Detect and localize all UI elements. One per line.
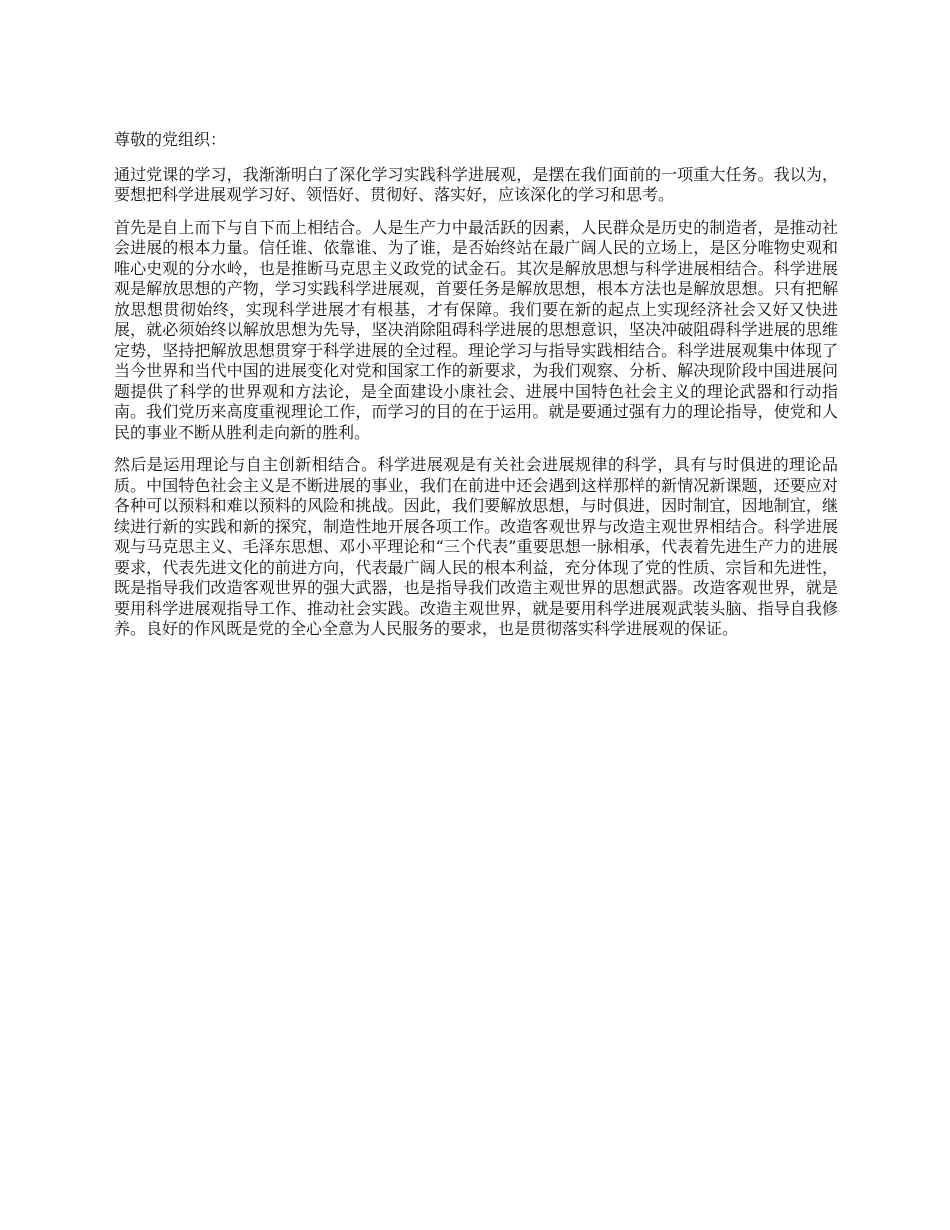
- paragraph-second-point: 然后是运用理论与自主创新相结合。科学进展观是有关社会进展规律的科学，具有与时俱进的理论品质。中国特色社会主义是不断进展的事业，我们在前进中还会遇到这样那样的新情况新课题，还要应对各种可以预料和难以预料的风险和挑战。因此，我们要解放思想，与时俱进，因时制宜，因地制宜，继续进行新的实践和新的探究，制造性地开展各项工作。改造客观世界与改造主观世界相结合。科学进展观与马克思主义、毛泽东思想、邓小平理论和“三个代表”重要思想一脉相承，代表着先进生产力的进展要求，代表先进文化的前进方向，代表最广阔人民的根本利益，充分体现了党的性质、宗旨和先进性，既是指导我们改造客观世界的强大武器，也是指导我们改造主观世界的思想武器。改造客观世界，就是要用科学进展观指导工作、推动社会实践。改造主观世界，就是要用科学进展观武装头脑、指导自我修养。良好的作风既是党的全心全意为人民服务的要求，也是贯彻落实科学进展观的保证。: [114, 455, 838, 638]
- document-page: [114, 118, 838, 652]
- paragraph-first-point: 首先是自上而下与自下而上相结合。人是生产力中最活跃的因素，人民群众是历史的制造者，是推动社会进展的根本力量。信任谁、依靠谁、为了谁，是否始终站在最广阔人民的立场上，是区分唯物史观和唯心史观的分水岭，也是推断马克思主义政党的试金石。其次是解放思想与科学进展相结合。科学进展观是解放思想的产物，学习实践科学进展观，首要任务是解放思想，根本方法也是解放思想。只有把解放思想贯彻始终，实现科学进展才有根基，才有保障。我们要在新的起点上实现经济社会又好又快进展，就必须始终以解放思想为先导，坚决消除阻碍科学进展的思想意识，坚决冲破阻碍科学进展的思维定势，坚持把解放思想贯穿于科学进展的全过程。理论学习与指导实践相结合。科学进展观集中体现了当今世界和当代中国的进展变化对党和国家工作的新要求，为我们观察、分析、解决现阶段中国进展问题提供了科学的世界观和方法论，是全面建设小康社会、进展中国特色社会主义的理论武器和行动指南。我们党历来高度重视理论工作，而学习的目的在于运用。就是要通过强有力的理论指导，使党和人民的事业不断从胜利走向新的胜利。: [114, 217, 838, 442]
- salutation: 尊敬的党组织：: [114, 130, 227, 149]
- paragraph-intro: 通过党课的学习，我渐渐明白了深化学习实践科学进展观，是摆在我们面前的一项重大任务。我以为，要想把科学进展观学习好、领悟好、贯彻好、落实好，应该深化的学习和思考。: [114, 164, 838, 204]
